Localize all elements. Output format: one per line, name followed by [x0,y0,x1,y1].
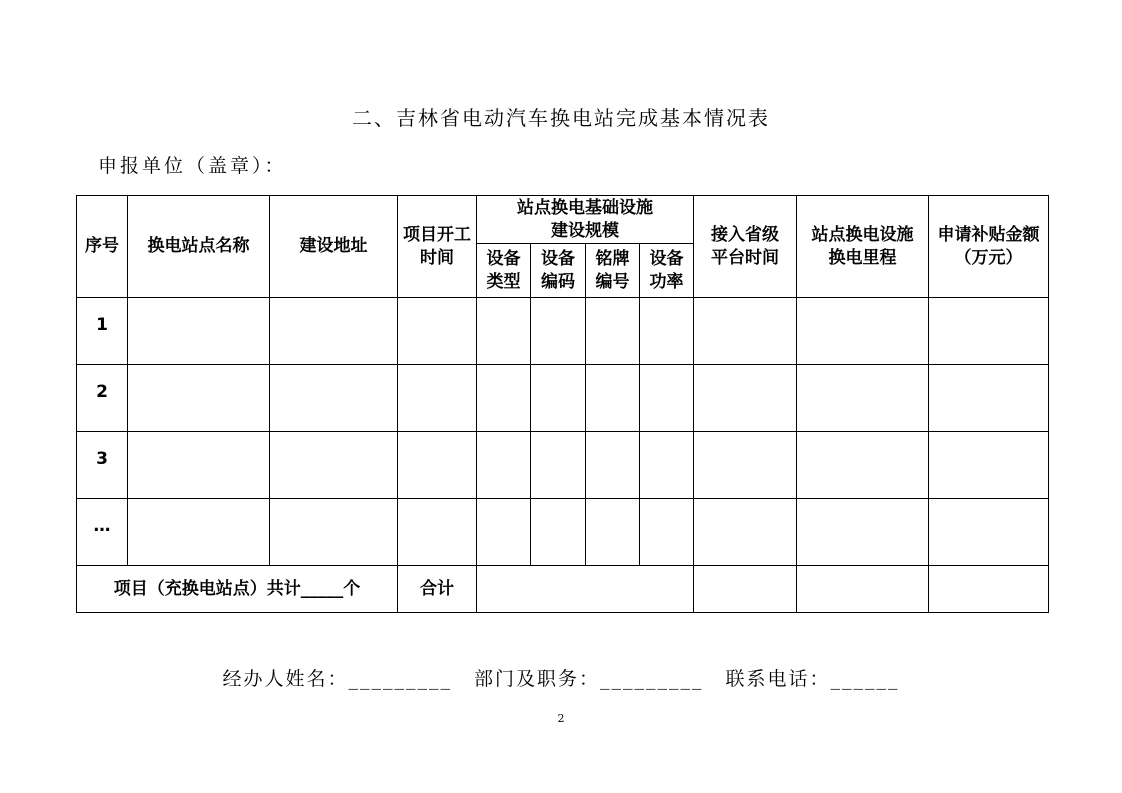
row-seq: 1 [77,298,128,365]
cell-start-time [398,499,477,566]
cell-station-name [128,298,270,365]
cell-equipment-code [531,365,586,432]
cell-swap-mileage [797,298,929,365]
cell-start-time [398,432,477,499]
applicant-unit-label: 申报单位（盖章）： [98,155,287,177]
cell-equipment-power [640,298,694,365]
row-seq: … [77,499,128,566]
header-start-time: 项目开工 时间 [398,196,477,298]
cell-equipment-type [477,499,531,566]
project-count-label: 项目（充换电站点）共计_____个 [77,566,398,613]
cell-nameplate-no [586,432,640,499]
cell-total-platform-time [694,566,797,613]
header-swap-mileage: 站点换电设施 换电里程 [797,196,929,298]
cell-total-mileage [797,566,929,613]
cell-subsidy-amount [929,365,1049,432]
cell-equipment-power [640,365,694,432]
cell-subsidy-amount [929,499,1049,566]
cell-station-name [128,432,270,499]
contact-footer [0,664,1122,691]
cell-address [270,365,398,432]
station-summary-table [76,195,1049,613]
header-address: 建设地址 [270,196,398,298]
cell-equipment-code [531,298,586,365]
cell-total-subsidy [929,566,1049,613]
page-number: 2 [557,712,565,725]
handler-name-label: 经办人姓名：_________ [222,668,452,690]
cell-station-name [128,499,270,566]
header-row-1 [77,196,1049,244]
cell-equipment-type [477,298,531,365]
total-row [77,566,1049,613]
header-platform-time: 接入省级 平台时间 [694,196,797,298]
cell-equipment-type [477,432,531,499]
header-subsidy-amount: 申请补贴金额 （万元） [929,196,1049,298]
cell-equipment-power [640,499,694,566]
header-facility-scale: 站点换电基础设施 建设规模 [477,196,694,244]
cell-equipment-type [477,365,531,432]
page-title: 二、吉林省电动汽车换电站完成基本情况表 [352,106,770,130]
cell-start-time [398,365,477,432]
cell-address [270,499,398,566]
cell-equipment-power [640,432,694,499]
cell-nameplate-no [586,298,640,365]
sum-label: 合计 [398,566,477,613]
cell-subsidy-amount [929,298,1049,365]
cell-platform-time [694,365,797,432]
table-row [77,365,1049,432]
cell-equipment-code [531,499,586,566]
table-row [77,499,1049,566]
cell-equipment-code [531,432,586,499]
cell-platform-time [694,432,797,499]
cell-total-facility [477,566,694,613]
cell-platform-time [694,298,797,365]
cell-start-time [398,298,477,365]
cell-address [270,298,398,365]
table-row [77,298,1049,365]
header-nameplate-no: 铭牌 编号 [586,244,640,298]
cell-swap-mileage [797,499,929,566]
header-equipment-power: 设备 功率 [640,244,694,298]
header-equipment-type: 设备 类型 [477,244,531,298]
department-label: 部门及职务：_________ [473,668,704,690]
cell-station-name [128,365,270,432]
header-station-name: 换电站点名称 [128,196,270,298]
table-row [77,432,1049,499]
header-seq: 序号 [77,196,128,298]
cell-nameplate-no [586,499,640,566]
phone-label: 联系电话：______ [725,668,900,690]
cell-swap-mileage [797,432,929,499]
cell-address [270,432,398,499]
row-seq: 3 [77,432,128,499]
row-seq: 2 [77,365,128,432]
cell-swap-mileage [797,365,929,432]
cell-nameplate-no [586,365,640,432]
cell-subsidy-amount [929,432,1049,499]
header-equipment-code: 设备 编码 [531,244,586,298]
cell-platform-time [694,499,797,566]
